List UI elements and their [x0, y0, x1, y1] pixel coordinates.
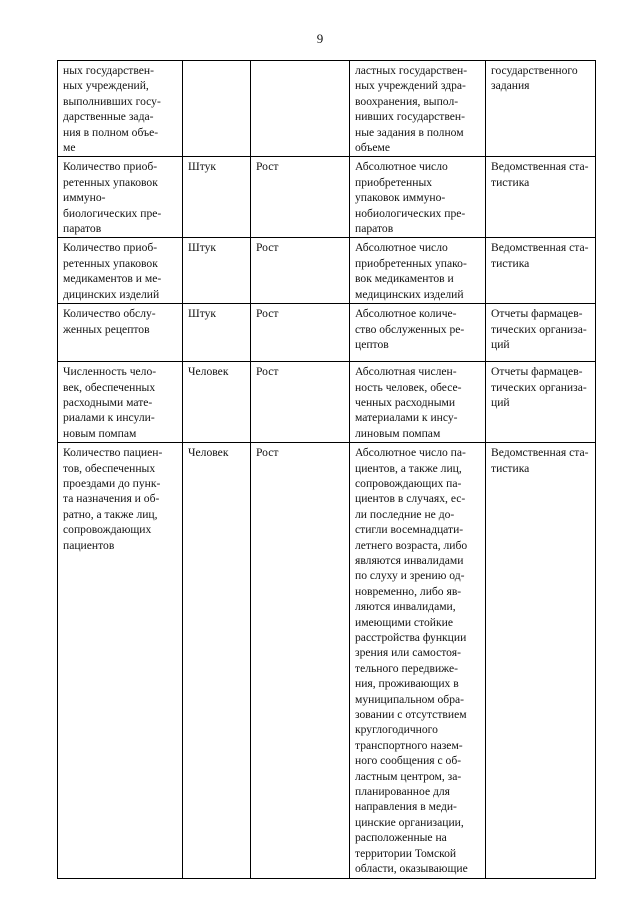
source-cell: [486, 443, 596, 878]
cell-text-line: планированное для: [355, 785, 451, 799]
cell-text-line: век, обеспеченных: [63, 380, 156, 394]
cell-text-line: риалами к инсули-: [63, 411, 155, 425]
cell-text-line: ния в полном объе-: [63, 125, 159, 139]
cell-text-line: Штук: [188, 160, 217, 174]
method-cell: [350, 61, 486, 157]
table-row: [58, 304, 596, 362]
cell-text-line: расходными мате-: [63, 395, 153, 409]
cell-text-line: Ведомственная ста-: [491, 241, 589, 255]
cell-text-line: воохранения, выпол-: [355, 94, 459, 108]
table-row: [58, 157, 596, 238]
cell-text-line: муниципальном обра-: [355, 692, 464, 706]
cell-text-line: женных рецептов: [63, 322, 150, 336]
indicator-name-cell: [58, 157, 183, 238]
table-row: [58, 61, 596, 157]
cell-text-line: Ведомственная ста-: [491, 160, 589, 174]
cell-text-line: Количество приоб-: [63, 241, 158, 255]
table-row: [58, 443, 596, 878]
cell-text-line: нивших государствен-: [355, 110, 465, 124]
cell-text-line: ций: [491, 395, 510, 409]
method-cell: [350, 304, 486, 362]
cell-text-line: ные задания в полном: [355, 125, 464, 139]
unit-cell: [183, 61, 251, 157]
cell-text-line: задания: [491, 79, 530, 93]
cell-text-line: сопровождающих: [63, 523, 152, 537]
cell-text-line: круглогодичного: [355, 723, 438, 737]
trend-cell: [251, 362, 350, 443]
cell-text-line: являются инвалидами: [355, 553, 464, 567]
trend-cell: [251, 443, 350, 878]
cell-text-line: тических организа-: [491, 322, 587, 336]
cell-text-line: территории Томской: [355, 846, 457, 860]
unit-cell: [183, 362, 251, 443]
cell-text-line: паратов: [63, 222, 102, 236]
cell-text-line: Абсолютное число: [355, 241, 448, 255]
cell-text-line: по слуху и зрению од-: [355, 569, 465, 583]
cell-text-line: та назначения и об-: [63, 492, 160, 506]
cell-text-line: дицинских изделий: [63, 287, 160, 301]
cell-text-line: ных государствен-: [63, 64, 154, 77]
indicators-table: [57, 60, 596, 879]
cell-text-line: Абсолютное число: [355, 160, 448, 174]
cell-text-line: линовым помпам: [355, 426, 441, 440]
cell-text-line: Человек: [188, 446, 229, 460]
method-cell: [350, 362, 486, 443]
method-cell: [350, 238, 486, 304]
cell-text-line: Количество обслу-: [63, 307, 156, 321]
source-cell: [486, 157, 596, 238]
cell-text-line: тистика: [491, 175, 530, 189]
cell-text-line: ли последние не до-: [355, 507, 455, 521]
cell-text-line: ляются инвалидами,: [355, 600, 456, 614]
cell-text-line: расположенные на: [355, 831, 447, 845]
cell-text-line: Абсолютное количе-: [355, 307, 457, 321]
cell-text-line: Человек: [188, 365, 229, 379]
indicator-name-cell: [58, 443, 183, 878]
method-cell: [350, 157, 486, 238]
cell-text-line: Абсолютное число па-: [355, 446, 466, 460]
cell-text-line: новременно, либо яв-: [355, 584, 462, 598]
cell-text-line: ных учреждений здра-: [355, 79, 466, 93]
cell-text-line: тистика: [491, 256, 530, 270]
source-cell: [486, 238, 596, 304]
cell-text-line: ратно, а также лиц,: [63, 507, 158, 521]
cell-text-line: цинские организации,: [355, 815, 464, 829]
source-cell: [486, 362, 596, 443]
trend-cell: [251, 61, 350, 157]
indicator-name-cell: [58, 61, 183, 157]
trend-cell: [251, 157, 350, 238]
cell-text-line: ность человек, обесе-: [355, 380, 462, 394]
cell-text-line: расстройства функции: [355, 631, 467, 644]
cell-text-line: приобретенных: [355, 175, 433, 189]
cell-text-line: ретенных упаковок: [63, 256, 158, 270]
cell-text-line: новым помпам: [63, 426, 137, 440]
cell-text-line: сопровождающих па-: [355, 476, 462, 490]
cell-text-line: нобиологических пре-: [355, 206, 466, 220]
unit-cell: [183, 238, 251, 304]
cell-text-line: биологических пре-: [63, 206, 162, 220]
source-cell: [486, 61, 596, 157]
cell-text-line: зрения или самостоя-: [355, 646, 461, 660]
cell-text-line: тельного передвиже-: [355, 661, 459, 675]
cell-text-line: области, оказывающие: [355, 862, 468, 876]
cell-text-line: иммуно-: [63, 191, 106, 205]
cell-text-line: Абсолютная числен-: [355, 365, 457, 379]
cell-text-line: Численность чело-: [63, 365, 157, 379]
cell-text-line: Рост: [256, 160, 279, 174]
cell-text-line: государственного: [491, 64, 578, 77]
cell-text-line: пациентов: [63, 538, 115, 552]
cell-text-line: Рост: [256, 307, 279, 321]
cell-text-line: вок медикаментов и: [355, 272, 454, 286]
cell-text-line: медикаментов и ме-: [63, 272, 162, 286]
cell-text-line: Ведомственная ста-: [491, 446, 589, 460]
indicator-name-cell: [58, 238, 183, 304]
cell-text-line: Рост: [256, 446, 279, 460]
indicator-name-cell: [58, 362, 183, 443]
cell-text-line: Штук: [188, 241, 217, 255]
cell-text-line: материалами к инсу-: [355, 411, 458, 425]
indicator-name-cell: [58, 304, 183, 362]
table-row: [58, 238, 596, 304]
method-cell: [350, 443, 486, 878]
cell-text-line: тистика: [491, 461, 530, 475]
cell-text-line: Отчеты фармацев-: [491, 307, 583, 321]
cell-text-line: тических организа-: [491, 380, 587, 394]
unit-cell: [183, 443, 251, 878]
cell-text-line: циентов в случаях, ес-: [355, 492, 466, 506]
cell-text-line: Штук: [188, 307, 217, 321]
source-cell: [486, 304, 596, 362]
cell-text-line: упаковок иммуно-: [355, 191, 446, 205]
cell-text-line: выполнивших госу-: [63, 94, 161, 108]
cell-text-line: Количество приоб-: [63, 160, 158, 174]
cell-text-line: цептов: [355, 337, 389, 351]
cell-text-line: Количество пациен-: [63, 446, 163, 460]
cell-text-line: ного сообщения с об-: [355, 754, 462, 768]
cell-text-line: стигли восемнадцати-: [355, 523, 464, 537]
cell-text-line: тов, обеспеченных: [63, 461, 156, 475]
cell-text-line: ме: [63, 141, 76, 155]
cell-text-line: проездами до пунк-: [63, 476, 161, 490]
cell-text-line: объеме: [355, 141, 391, 155]
cell-text-line: ния, проживающих в: [355, 677, 459, 691]
cell-text-line: Рост: [256, 365, 279, 379]
cell-text-line: ций: [491, 337, 510, 351]
cell-text-line: летнего возраста, либо: [355, 538, 468, 552]
cell-text-line: Отчеты фармацев-: [491, 365, 583, 379]
cell-text-line: ченных расходными: [355, 395, 456, 409]
trend-cell: [251, 238, 350, 304]
cell-text-line: медицинских изделий: [355, 287, 464, 301]
cell-text-line: Рост: [256, 241, 279, 255]
cell-text-line: дарственные зада-: [63, 110, 154, 124]
table-row: [58, 362, 596, 443]
unit-cell: [183, 304, 251, 362]
cell-text-line: зовании с отсутствием: [355, 708, 467, 722]
cell-text-line: транспортного назем-: [355, 738, 463, 752]
cell-text-line: ство обслуженных ре-: [355, 322, 465, 336]
cell-text-line: имеющими стойкие: [355, 615, 453, 629]
unit-cell: [183, 157, 251, 238]
cell-text-line: направления в меди-: [355, 800, 457, 814]
page-number: 9: [316, 31, 324, 46]
cell-text-line: паратов: [355, 222, 394, 236]
cell-text-line: циентов, а также лиц,: [355, 461, 462, 475]
trend-cell: [251, 304, 350, 362]
cell-text-line: ластным центром, за-: [355, 769, 462, 783]
cell-text-line: ретенных упаковок: [63, 175, 158, 189]
cell-text-line: ластных государствен-: [355, 64, 468, 77]
cell-text-line: ных учреждений,: [63, 79, 149, 93]
cell-text-line: приобретенных упако-: [355, 256, 467, 270]
